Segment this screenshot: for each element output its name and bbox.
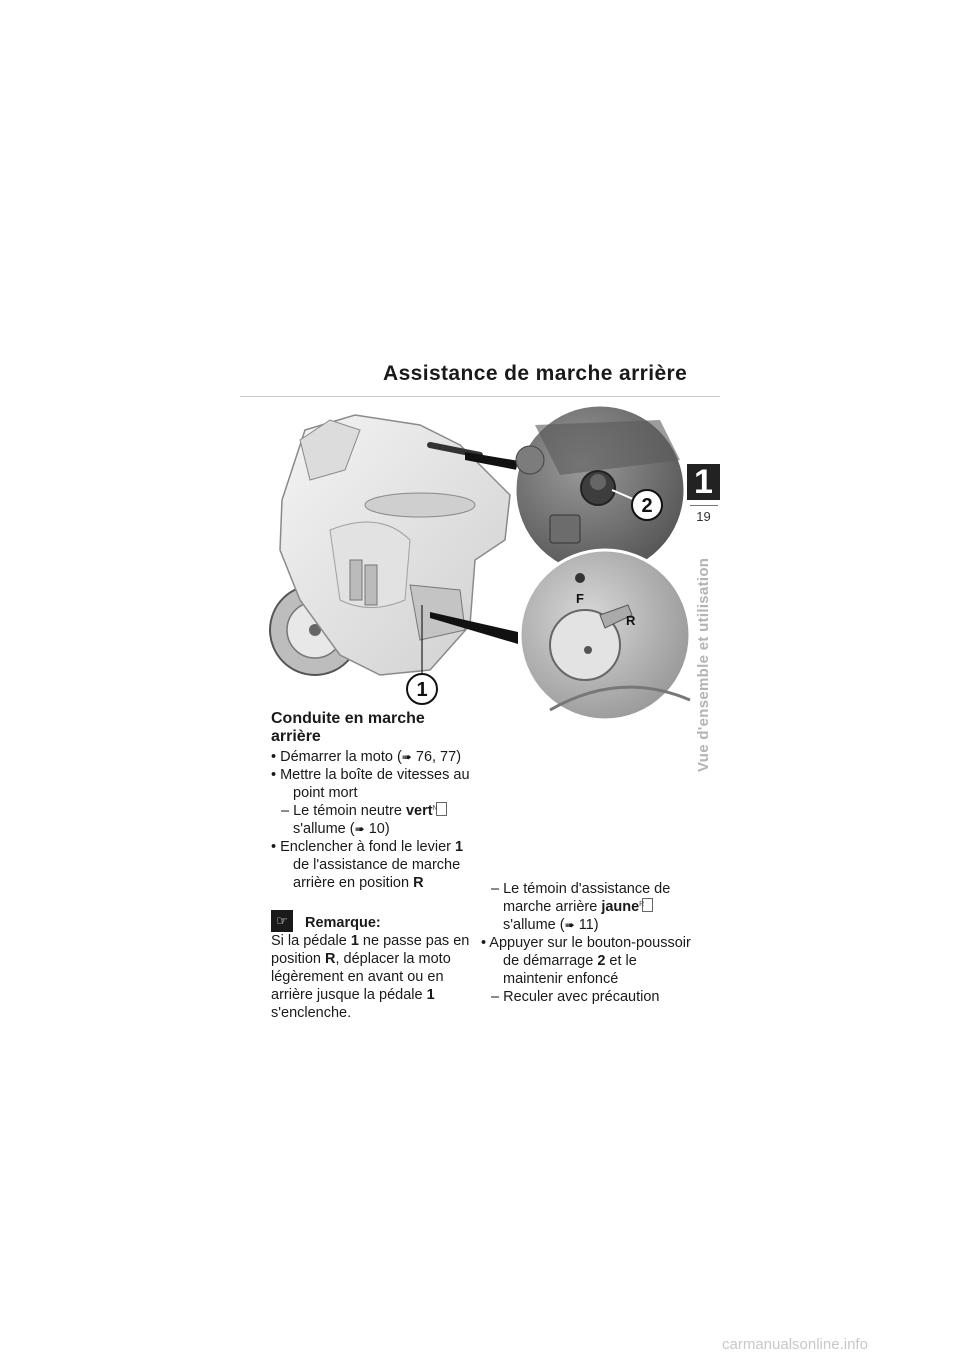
note-text-3: , déplacer la moto légèrement en avant ou en arrière jusque la pédale (271, 951, 451, 1003)
step-2a-ref: 10) (368, 821, 390, 837)
note-bold-1: 1 (350, 933, 359, 949)
note-text-1: Si la pédale (271, 933, 351, 949)
note-text (271, 932, 476, 1022)
right-step-1-prefix: – Le témoin d'assistance de marche arrière (491, 881, 671, 915)
right-step-2 (481, 934, 696, 988)
step-3-mid: de l'assistance de marche arrière en position (293, 857, 461, 891)
knob-label-f: F (576, 591, 584, 606)
page-ref-arrow-icon: ➠ (564, 918, 575, 932)
step-2-text: • Mettre la boîte de vitesses au point mort (271, 767, 470, 801)
right-step-1-cont (481, 916, 696, 934)
note-text-4: s'enclenche. (271, 1005, 352, 1021)
step-1-ref: 76, 77) (415, 749, 462, 765)
step-2a-cont (271, 820, 476, 838)
right-step-1-bold: jaune (601, 899, 640, 915)
note-title: Remarque: (305, 915, 381, 931)
step-2a-prefix: – Le témoin neutre (281, 803, 406, 819)
section-heading: Conduite en marche arrière (271, 710, 425, 745)
svg-text:1: 1 (416, 679, 428, 701)
chapter-tab: 1 (687, 464, 720, 500)
step-2a-bold: vert (405, 803, 433, 819)
step-3-bold-lever: 1 (455, 839, 464, 855)
step-1-text: • Démarrer la moto ( (271, 749, 402, 765)
page-number: 19 (696, 509, 711, 524)
right-step-1-suffix: s'allume ( (503, 917, 565, 933)
note-bold-3: 1 (426, 987, 435, 1003)
step-3 (271, 838, 476, 892)
knob-label-r: R (626, 613, 636, 628)
step-2 (271, 766, 476, 802)
motorcycle-illustration (260, 400, 720, 720)
step-3-prefix: • Enclencher à fond le levier (271, 839, 456, 855)
reverse-indicator-icon: R (642, 898, 653, 912)
step-1 (271, 748, 476, 766)
watermark: carmanualsonline.info (722, 1336, 868, 1353)
step-3-bold-position: R (413, 875, 424, 891)
right-step-3 (481, 988, 696, 1006)
pedal-detail-circle (520, 550, 690, 720)
note-bold-2: R (325, 951, 336, 967)
step-2a (271, 802, 476, 820)
svg-text:2: 2 (641, 495, 653, 517)
page-ref-arrow-icon: ➠ (354, 822, 365, 836)
left-column (271, 710, 476, 1022)
page-title: Assistance de marche arrière (383, 362, 688, 385)
callout-1 (407, 674, 437, 704)
right-column (481, 880, 696, 1006)
right-step-2-prefix: • Appuyer sur le bouton-poussoir de démarrage (481, 935, 691, 969)
side-section-label: Vue d'ensemble et utilisation (695, 557, 712, 772)
title-divider (240, 396, 720, 397)
step-2a-suffix: s'allume ( (293, 821, 355, 837)
right-step-1-ref: 11) (578, 917, 599, 933)
right-step-3-text: – Reculer avec précaution (491, 989, 660, 1005)
note-hand-icon: ☞ (271, 910, 293, 932)
right-step-1 (481, 880, 696, 916)
right-step-2-bold: 2 (597, 953, 606, 969)
note-block (271, 910, 476, 1022)
note-text-2: ne passe pas en position (271, 933, 470, 967)
page-ref-arrow-icon: ➠ (401, 750, 412, 764)
right-step-2-suffix: et le maintenir enfoncé (503, 953, 637, 987)
neutral-indicator-icon: N (436, 802, 447, 816)
note-header (271, 910, 476, 932)
